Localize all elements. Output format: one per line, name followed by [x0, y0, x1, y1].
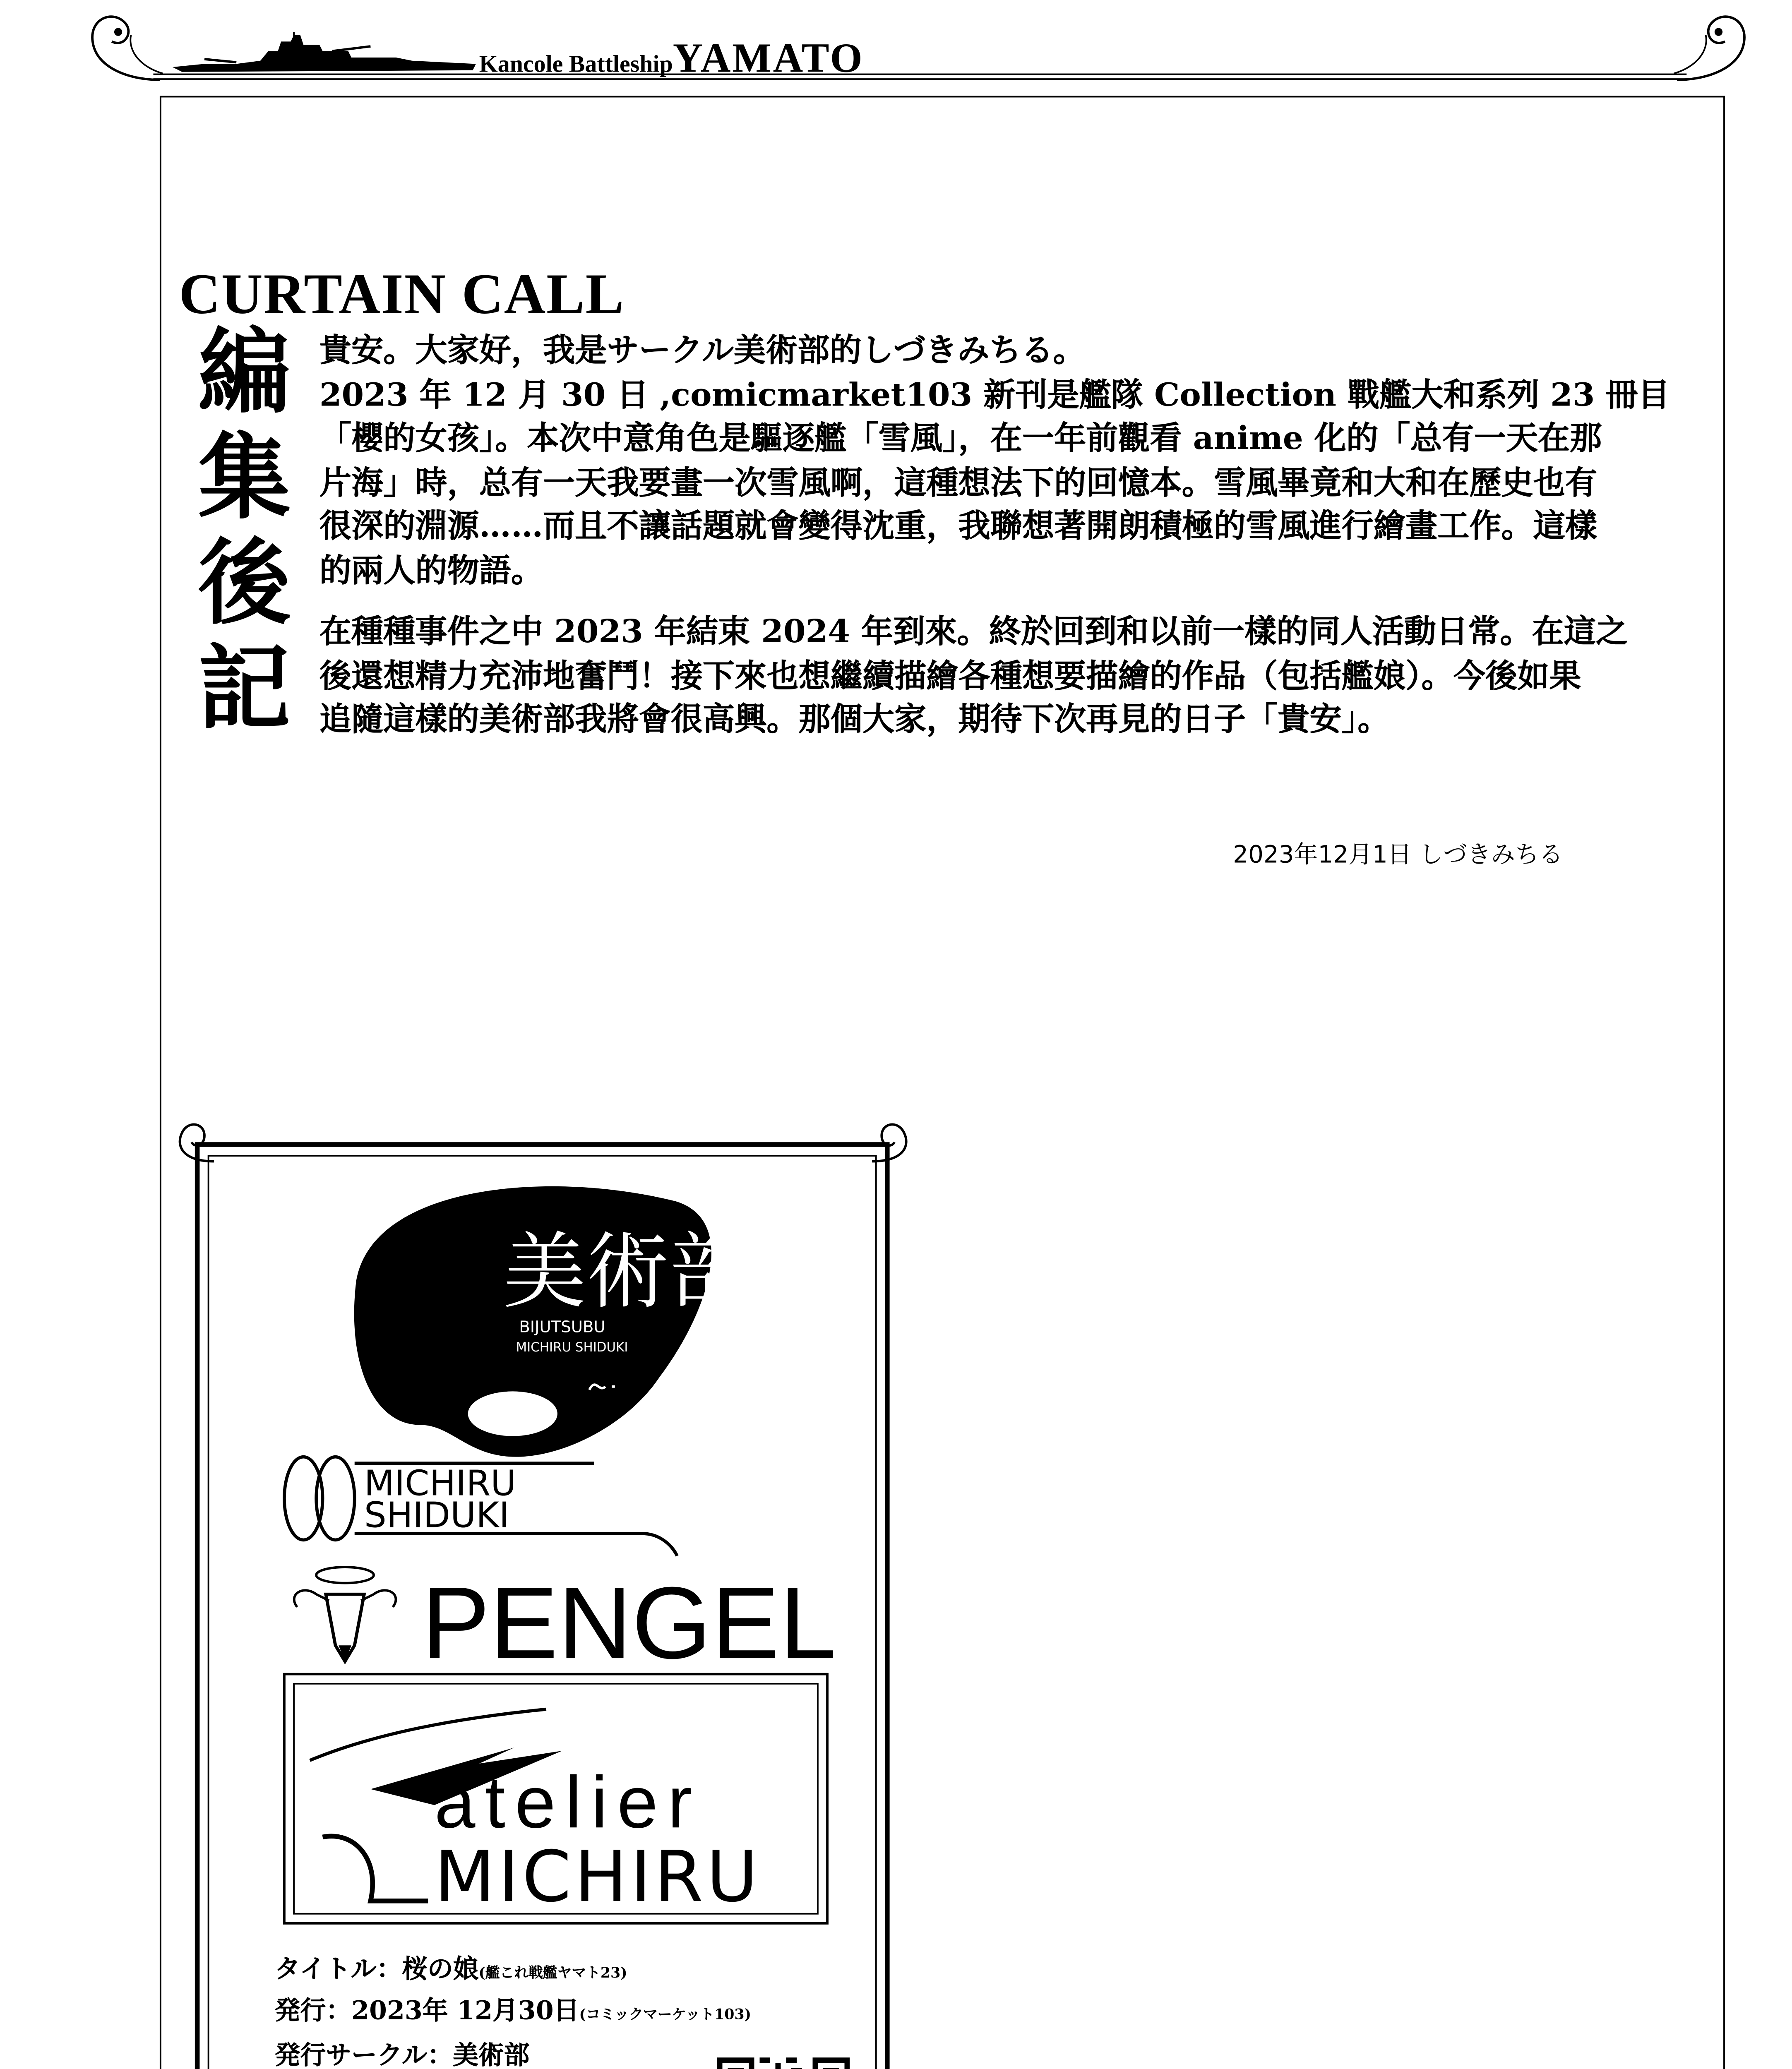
heading-char: 記 — [198, 634, 291, 743]
text-line: 追隨這樣的美術部我將會很高興。那個大家，期待下次再見的日子「貴安」。 — [319, 699, 1390, 738]
corner-ornament-top-right — [1661, 3, 1773, 115]
afterword-paragraph-2 — [319, 610, 1628, 742]
series-title-large: YAMATO — [673, 35, 864, 82]
colophon-issued-row — [275, 1990, 751, 2027]
afterword-title: CURTAIN CALL — [179, 262, 625, 326]
corner-ornament-top-left — [64, 3, 175, 115]
colophon-issued: 発行：2023年 12月30日 — [274, 1995, 579, 2026]
text-line: 「櫻的女孩」。本次中意角色是驅逐艦「雪風」，在一年前觀看 anime 化的「总有一天在那 — [319, 418, 1602, 457]
pengel-logo — [281, 1546, 840, 1674]
frame-corner-ornament — [166, 1114, 230, 1177]
series-title — [479, 35, 864, 83]
text-line: 在種種事件之中 2023 年結束 2024 年到來。終於回到和以前一樣的同人活動日常。在這之 — [319, 612, 1628, 650]
text-line: 的兩人的物語。 — [319, 550, 543, 589]
bijutsubu-logo-sub-2: MICHIRU SHIDUKI — [516, 1339, 628, 1355]
colophon-title: タイトル：桜の娘 — [274, 1954, 479, 1984]
atelier-logo-text: atelier — [434, 1761, 702, 1843]
header-rule — [153, 74, 1686, 75]
michiru-logo-text-2: SHIDUKI — [364, 1495, 509, 1536]
battleship-silhouette-icon — [173, 32, 476, 73]
colophon-title-sub: (艦これ戦艦ヤマト23) — [478, 1966, 627, 1983]
atelier-michiru-logo — [275, 1661, 837, 1933]
header-rule-2 — [153, 78, 1686, 80]
atelier-logo-name: MICHIRU — [434, 1836, 761, 1918]
afterword-vertical-heading — [195, 319, 294, 741]
text-line: 片海」時，总有一天我要畫一次雪風啊，這種想法下的回憶本。雪風畢竟和大和在歷史也有 — [319, 462, 1597, 501]
heading-char: 集 — [198, 423, 291, 532]
bijutsubu-logo-text: 美術部 — [503, 1224, 752, 1320]
signature-date: 2023年12月1日 しづきみちる — [1233, 840, 1563, 869]
frame-corner-ornament — [856, 1114, 920, 1177]
qr-code — [717, 2057, 850, 2069]
bijutsubu-logo-sub: BIJUTSUBU — [519, 1318, 605, 1337]
text-line: 很深的淵源……而且不讓話題就會變得沈重，我聯想著開朗積極的雪風進行繪畫工作。這樣 — [319, 506, 1597, 545]
text-line: 2023 年 12 月 30 日 ,comicmarket103 新刊是艦隊 Collection 戰艦大和系列 23 冊目 — [319, 374, 1670, 413]
afterword-paragraph-1 — [319, 329, 1670, 593]
heading-char: 編 — [198, 318, 291, 427]
colophon-issued-sub: (コミックマーケット103) — [579, 2008, 752, 2024]
colophon-circle: 発行サークル：美術部 — [274, 2040, 530, 2069]
colophon-title-row — [275, 1949, 627, 1986]
pengel-logo-text: PENGEL — [421, 1566, 836, 1674]
michiru-logo-text-1: MICHIRU — [364, 1463, 516, 1504]
text-line: 後還想精力充沛地奮鬥！接下來也想繼續描繪各種想要描繪的作品（包括艦娘）。今後如果 — [319, 655, 1581, 694]
heading-char: 後 — [198, 528, 291, 638]
text-line: 貴安。大家好，我是サークル美術部的しづきみちる。 — [319, 331, 1085, 369]
series-title-small: Kancole Battleship — [479, 53, 673, 79]
